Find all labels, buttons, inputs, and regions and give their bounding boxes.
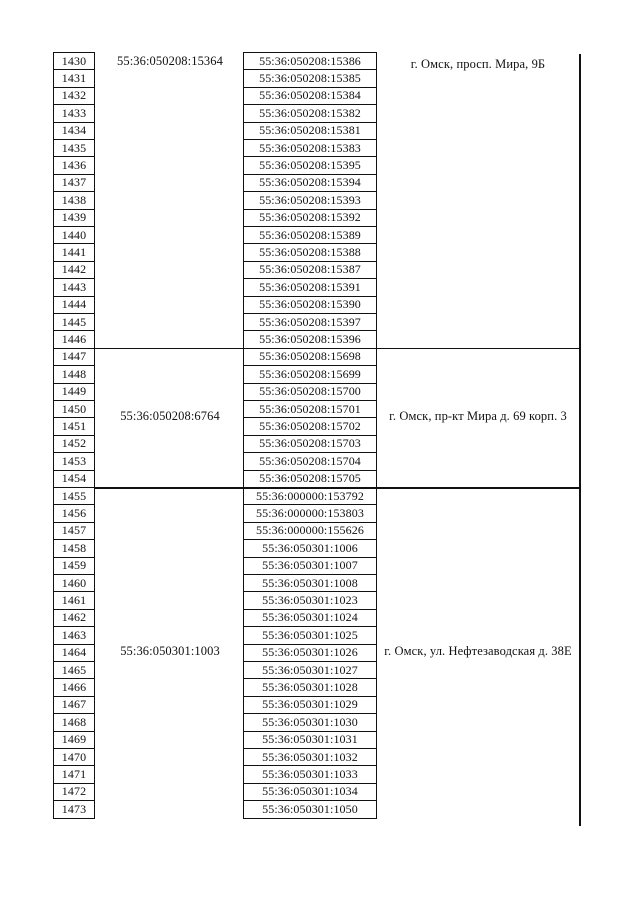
row-number: 1443 xyxy=(61,279,87,294)
cadastral-number: 55:36:050208:15391 xyxy=(259,279,361,294)
cadastral-number: 55:36:050208:15381 xyxy=(259,123,361,138)
cadastral-number: 55:36:050208:15388 xyxy=(259,244,361,259)
row-number: 1471 xyxy=(61,766,87,781)
row-number: 1453 xyxy=(61,453,87,468)
cadastral-number: 55:36:050301:1033 xyxy=(262,766,358,781)
row-number: 1455 xyxy=(61,488,87,503)
cadastral-number: 55:36:050208:15392 xyxy=(259,210,361,225)
cadastral-number: 55:36:050301:1027 xyxy=(262,662,358,677)
group-separator xyxy=(95,487,581,489)
row-number: 1452 xyxy=(61,436,87,451)
cadastral-number: 55:36:050208:15389 xyxy=(259,227,361,242)
row-number: 1442 xyxy=(61,262,87,277)
cadastral-number: 55:36:050208:15394 xyxy=(259,175,361,190)
cadastral-number: 55:36:050301:1025 xyxy=(262,627,358,642)
cadastral-number: 55:36:050208:15384 xyxy=(259,88,361,103)
row-number: 1454 xyxy=(61,471,87,486)
row-number: 1439 xyxy=(61,210,87,225)
row-number: 1432 xyxy=(61,88,87,103)
row-number: 1435 xyxy=(61,140,87,155)
row-number: 1472 xyxy=(61,784,87,799)
cadastral-number: 55:36:050208:15705 xyxy=(259,471,361,486)
parcel-number: 55:36:050208:15364 xyxy=(117,54,223,68)
group-separator xyxy=(95,348,581,350)
row-number: 1461 xyxy=(61,592,87,607)
cadastral-number: 55:36:050301:1029 xyxy=(262,697,358,712)
cadastral-number: 55:36:050208:15382 xyxy=(259,105,361,120)
cadastral-number: 55:36:000000:153803 xyxy=(256,505,364,520)
cadastral-number: 55:36:050301:1007 xyxy=(262,558,358,573)
cadastral-number: 55:36:050208:15387 xyxy=(259,262,361,277)
row-number: 1473 xyxy=(61,801,87,816)
cadastral-number: 55:36:050208:15397 xyxy=(259,314,361,329)
cadastral-number: 55:36:050301:1050 xyxy=(262,801,358,816)
cadastral-number: 55:36:050301:1031 xyxy=(262,732,358,747)
cadastral-number: 55:36:050208:15703 xyxy=(259,436,361,451)
row-number: 1462 xyxy=(61,610,87,625)
row-number: 1438 xyxy=(61,192,87,207)
cadastral-number: 55:36:050301:1032 xyxy=(262,749,358,764)
row-number: 1466 xyxy=(61,679,87,694)
row-number: 1445 xyxy=(61,314,87,329)
row-number: 1449 xyxy=(61,384,87,399)
cadastral-number: 55:36:050208:15395 xyxy=(259,157,361,172)
parcel-number: 55:36:050208:6764 xyxy=(120,409,220,424)
row-number: 1465 xyxy=(61,662,87,677)
cadastral-number: 55:36:050208:15700 xyxy=(259,384,361,399)
cadastral-number: 55:36:050208:15386 xyxy=(259,53,361,68)
cadastral-number: 55:36:050208:15698 xyxy=(259,349,361,364)
cadastral-number: 55:36:050208:15699 xyxy=(259,366,361,381)
row-number: 1437 xyxy=(61,175,87,190)
row-number: 1448 xyxy=(61,366,87,381)
cadastral-number: 55:36:050301:1028 xyxy=(262,679,358,694)
row-number: 1436 xyxy=(61,157,87,172)
row-number: 1457 xyxy=(61,523,87,538)
row-number: 1469 xyxy=(61,732,87,747)
row-number: 1434 xyxy=(61,123,87,138)
address: г. Омск, ул. Нефтезаводская д. 38Е xyxy=(384,644,572,659)
cadastral-number: 55:36:050208:15396 xyxy=(259,331,361,346)
cadastral-number: 55:36:050301:1006 xyxy=(262,540,358,555)
row-number: 1460 xyxy=(61,575,87,590)
row-number: 1464 xyxy=(61,645,87,660)
row-number: 1440 xyxy=(61,227,87,242)
cadastral-number: 55:36:050301:1034 xyxy=(262,784,358,799)
table-right-border xyxy=(579,54,581,826)
row-number: 1450 xyxy=(61,401,87,416)
row-number: 1444 xyxy=(61,297,87,312)
cadastral-number: 55:36:050301:1023 xyxy=(262,592,358,607)
row-number: 1470 xyxy=(61,749,87,764)
row-number: 1430 xyxy=(61,53,87,68)
cadastral-number: 55:36:050208:15383 xyxy=(259,140,361,155)
cadastral-number: 55:36:050208:15390 xyxy=(259,297,361,312)
row-number: 1451 xyxy=(61,418,87,433)
cadastral-number: 55:36:050301:1024 xyxy=(262,610,358,625)
cadastral-number: 55:36:000000:153792 xyxy=(256,488,364,503)
cadastral-number: 55:36:050208:15702 xyxy=(259,418,361,433)
cadastral-number: 55:36:000000:155626 xyxy=(256,523,364,538)
row-number: 1433 xyxy=(61,105,87,120)
row-number: 1468 xyxy=(61,714,87,729)
cadastral-number: 55:36:050301:1026 xyxy=(262,645,358,660)
address: г. Омск, пр-кт Мира д. 69 корп. 3 xyxy=(389,409,567,424)
row-number: 1458 xyxy=(61,540,87,555)
cadastral-number: 55:36:050208:15385 xyxy=(259,70,361,85)
row-number: 1446 xyxy=(61,331,87,346)
row-number: 1441 xyxy=(61,244,87,259)
address: г. Омск, просп. Мира, 9Б xyxy=(410,57,546,71)
parcel-number: 55:36:050301:1003 xyxy=(120,644,220,659)
cadastral-number: 55:36:050301:1008 xyxy=(262,575,358,590)
cadastral-number: 55:36:050208:15701 xyxy=(259,401,361,416)
cadastral-number: 55:36:050301:1030 xyxy=(262,714,358,729)
cadastral-number: 55:36:050208:15704 xyxy=(259,453,361,468)
row-number: 1463 xyxy=(61,627,87,642)
row-number: 1431 xyxy=(61,70,87,85)
row-number: 1459 xyxy=(61,558,87,573)
row-number: 1456 xyxy=(61,505,87,520)
cadastral-number: 55:36:050208:15393 xyxy=(259,192,361,207)
row-number: 1467 xyxy=(61,697,87,712)
row-number: 1447 xyxy=(61,349,87,364)
